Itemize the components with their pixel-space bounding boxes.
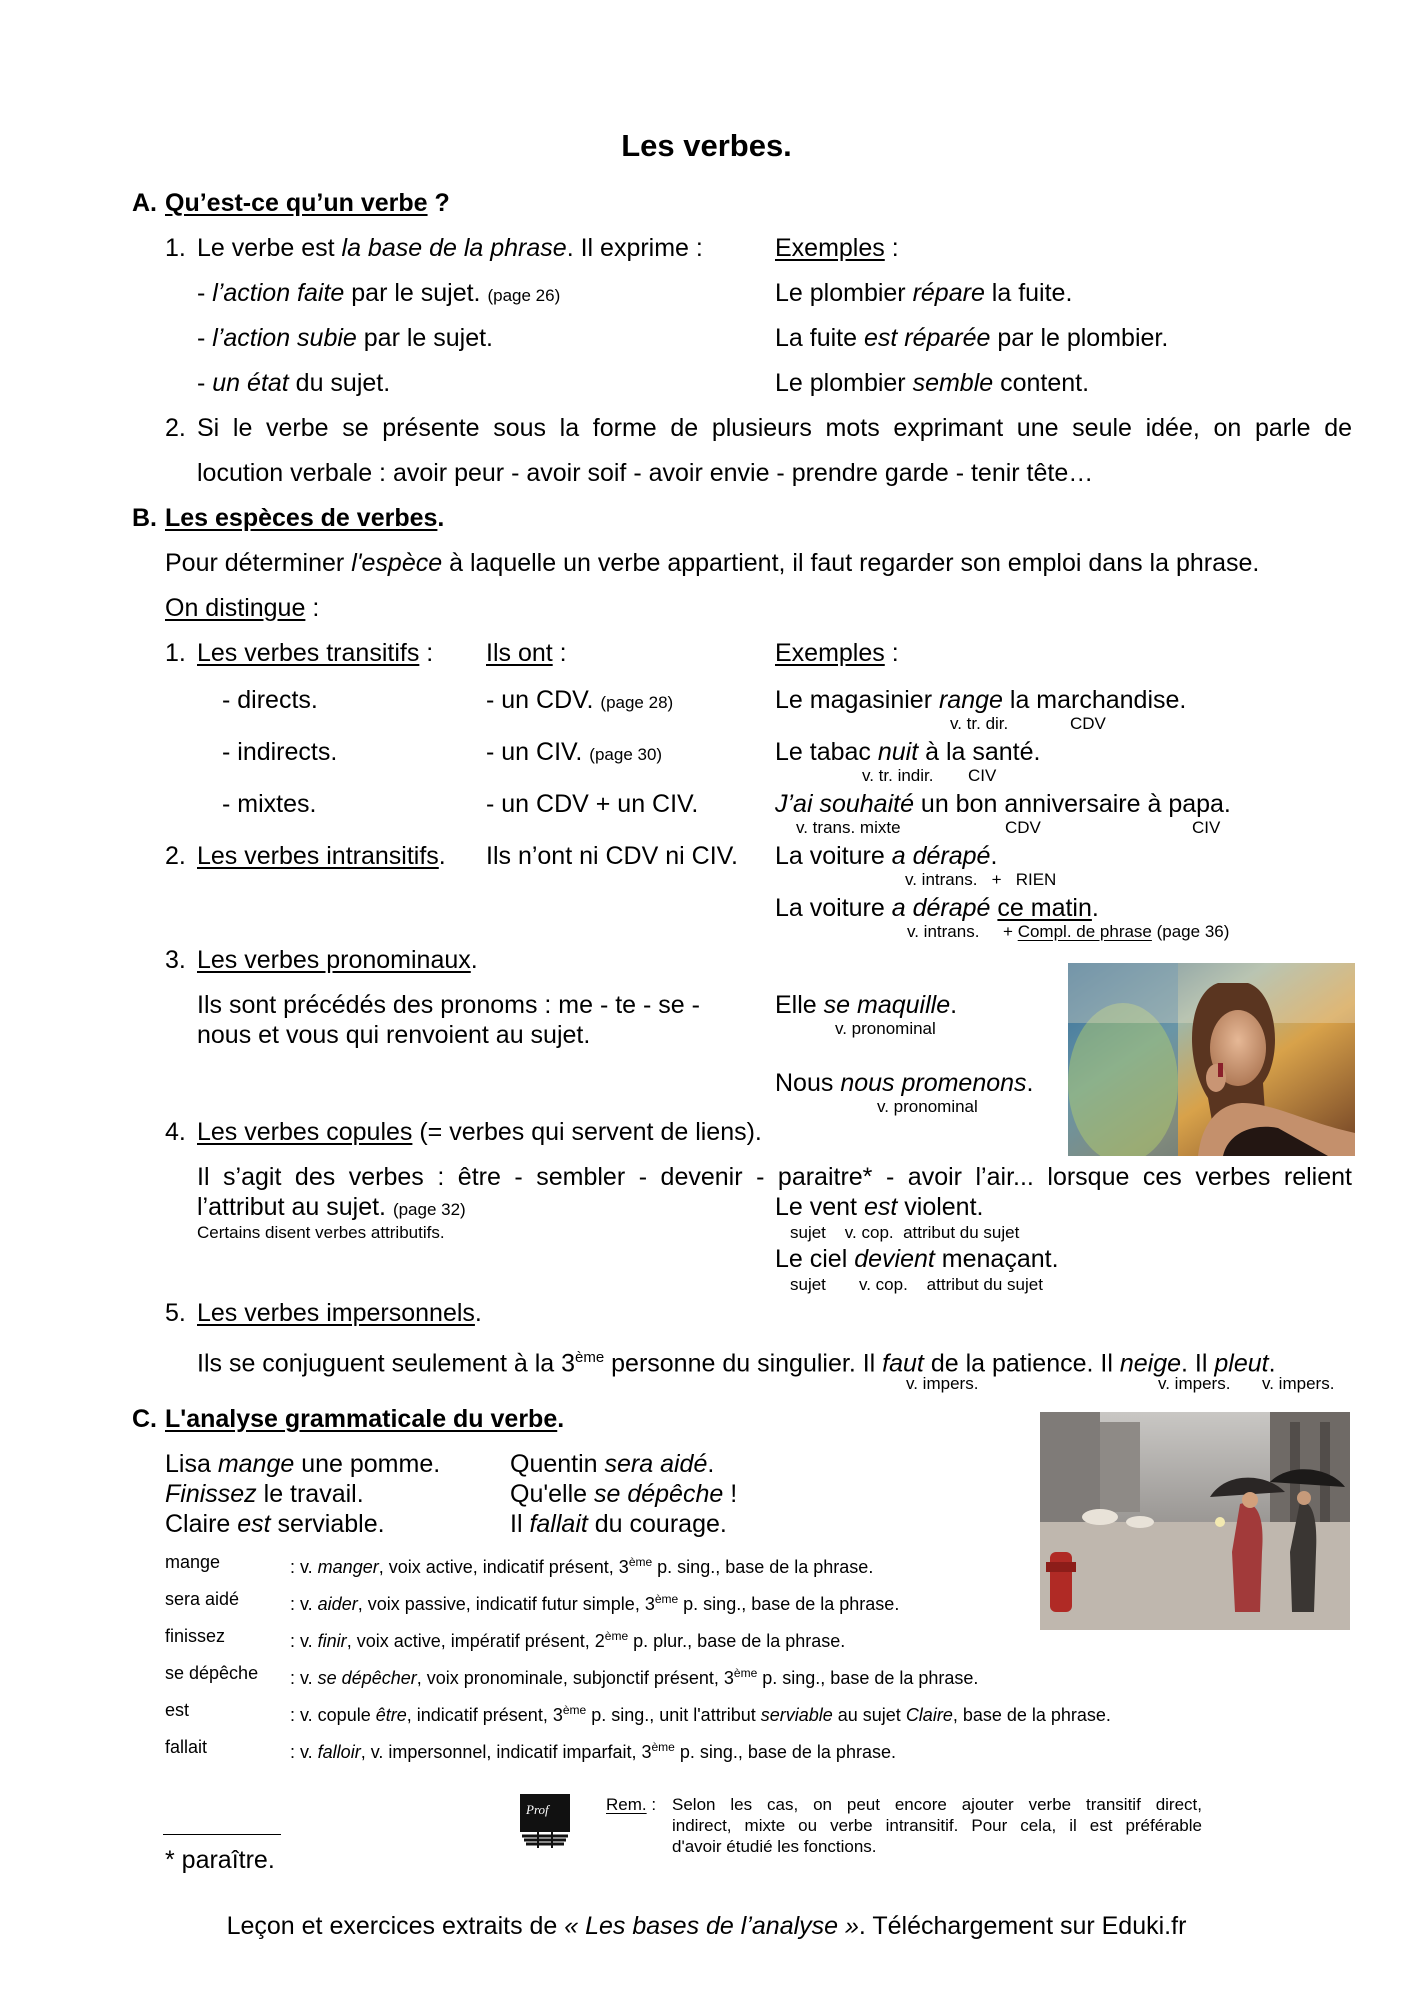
c-row-analysis: : v. copule être, indicatif présent, 3ème p. sing., unit l'attribut serviable au sujet Claire, base de la phrase. [290, 1703, 1111, 1725]
section-c-heading: L'analyse grammaticale du verbe. [165, 1405, 565, 1433]
a-example-2: La fuite est réparée par le plombier. [775, 324, 1169, 352]
b-cop-desc-2: l’attribut au sujet. (page 32) [197, 1193, 466, 1221]
b-intrans-ann-1: v. intrans. + RIEN [905, 870, 1057, 889]
rem-line-1: Selon les cas, on peut encore ajouter verbe transitif direct, [672, 1795, 1202, 1814]
b-examples-label: Exemples : [775, 639, 899, 667]
b-pron-ann-1: v. pronominal [835, 1019, 936, 1038]
b-trans-label: Les verbes transitifs : [197, 639, 434, 667]
b-pron-example-1: Elle se maquille. [775, 991, 958, 1019]
a-example-3: Le plombier semble content. [775, 369, 1090, 397]
b-directs: - directs. [222, 686, 318, 714]
b-intrans-example-1: La voiture a dérapé. [775, 842, 998, 870]
c-sentence-3: Finissez le travail. [165, 1480, 364, 1508]
c-row-analysis: : v. se dépêcher, voix pronominale, subjonctif présent, 3ème p. sing., base de la phrase. [290, 1666, 979, 1688]
b-indirects: - indirects. [222, 738, 338, 766]
c-sentence-6: Il fallait du courage. [510, 1510, 727, 1538]
c-sentence-4: Qu'elle se dépêche ! [510, 1480, 738, 1508]
page-title: Les verbes. [621, 128, 792, 163]
b-pron-ann-2: v. pronominal [877, 1097, 978, 1116]
b-cop-ann-1: sujet v. cop. attribut du sujet [790, 1223, 1020, 1242]
b-ils-ont: Ils ont : [486, 639, 567, 667]
b-mixtes-ann-civ: CIV [1192, 818, 1221, 837]
b-num-5: 5. [165, 1299, 186, 1327]
a-p2-line1: Si le verbe se présente sous la forme de plusieurs mots exprimant une seule idée, on parle de [197, 414, 1352, 442]
a-item-1: - l’action faite par le sujet. (page 26) [197, 279, 561, 307]
b-mixtes: - mixtes. [222, 790, 317, 818]
c-sentence-1: Lisa mange une pomme. [165, 1450, 441, 1478]
section-a-letter: A. [132, 189, 157, 217]
b-indirects-ann-civ: CIV [968, 766, 997, 785]
b-mixtes-example: J’ai souhaité un bon anniversaire à papa. [775, 790, 1231, 818]
rem-line-3: d'avoir étudié les fonctions. [672, 1837, 877, 1856]
b-num-1: 1. [165, 639, 186, 667]
b-imp-ann-1: v. impers. [906, 1374, 979, 1393]
c-row-analysis: : v. aider, voix passive, indicatif futur simple, 3ème p. sing., base de la phrase. [290, 1592, 900, 1614]
b-imp-desc: Ils se conjuguent seulement à la 3ème personne du singulier. Il faut de la patience. Il neige. Il pleut. [197, 1349, 1276, 1378]
a-examples-label: Exemples : [775, 234, 899, 262]
b-intrans-desc: Ils n’ont ni CDV ni CIV. [486, 842, 738, 870]
c-row-analysis: : v. falloir, v. impersonnel, indicatif imparfait, 3ème p. sing., base de la phrase. [290, 1740, 896, 1762]
b-intro: Pour déterminer l'espèce à laquelle un verbe appartient, il faut regarder son emploi dans la phrase. [165, 549, 1260, 577]
footnote-separator [163, 1834, 281, 1835]
b-cop-example-1: Le vent est violent. [775, 1193, 984, 1221]
c-row-verb: se dépêche [165, 1663, 259, 1683]
c-row-analysis: : v. finir, voix active, impératif présent, 2ème p. plur., base de la phrase. [290, 1629, 846, 1651]
c-sentence-2: Quentin sera aidé. [510, 1450, 715, 1478]
b-intrans-label: Les verbes intransitifs. [197, 842, 446, 870]
footer: Leçon et exercices extraits de « Les bases de l’analyse ». Téléchargement sur Eduki.fr [226, 1912, 1187, 1940]
c-row-verb: fallait [165, 1737, 208, 1757]
woman-makeup-photo [1068, 963, 1355, 1156]
b-imp-ann-2: v. impers. [1158, 1374, 1231, 1393]
b-mixtes-obj: - un CDV + un CIV. [486, 790, 699, 818]
b-directs-obj: - un CDV. (page 28) [486, 686, 674, 714]
b-indirects-example: Le tabac nuit à la santé. [775, 738, 1041, 766]
c-sentence-5: Claire est serviable. [165, 1510, 385, 1538]
b-num-4: 4. [165, 1118, 186, 1146]
b-intrans-example-2: La voiture a dérapé ce matin. [775, 894, 1099, 922]
footnote: * paraître. [165, 1846, 275, 1874]
b-pron-desc-1: Ils sont précédés des pronoms : me - te - se - [197, 991, 700, 1019]
svg-text:Prof: Prof [526, 1802, 549, 1817]
b-directs-example: Le magasinier range la marchandise. [775, 686, 1187, 714]
b-cop-label: Les verbes copules (= verbes qui servent de liens). [197, 1118, 762, 1146]
a-example-1: Le plombier répare la fuite. [775, 279, 1073, 307]
b-cop-ann-2: sujet v. cop. attribut du sujet [790, 1275, 1043, 1294]
b-mixtes-ann-cdv: CDV [1005, 818, 1041, 837]
b-cop-note: Certains disent verbes attributifs. [197, 1223, 445, 1242]
c-row-verb: est [165, 1700, 190, 1720]
b-imp-label: Les verbes impersonnels. [197, 1299, 482, 1327]
rem-line-2: indirect, mixte ou verbe intransitif. Pour cela, il est préférable [672, 1816, 1202, 1835]
rainy-street-photo [1040, 1412, 1350, 1630]
b-num-2: 2. [165, 842, 186, 870]
b-pron-label: Les verbes pronominaux. [197, 946, 478, 974]
b-pron-desc-2: nous et vous qui renvoient au sujet. [197, 1021, 591, 1049]
a-p1: Le verbe est la base de la phrase. Il exprime : [197, 234, 703, 262]
section-a-heading: Qu’est-ce qu’un verbe ? [165, 189, 450, 217]
section-b-letter: B. [132, 504, 157, 532]
b-cop-desc-1: Il s’agit des verbes : être - sembler - devenir - paraitre* - avoir l’air... lorsque ces verbes relient [197, 1163, 1352, 1191]
c-row-verb: sera aidé [165, 1589, 240, 1609]
a-item-2: - l’action subie par le sujet. [197, 324, 493, 352]
b-pron-example-2: Nous nous promenons. [775, 1069, 1034, 1097]
a-p2-line2: locution verbale : avoir peur - avoir soif - avoir envie - prendre garde - tenir tête… [197, 459, 1094, 487]
c-row-analysis: : v. manger, voix active, indicatif présent, 3ème p. sing., base de la phrase. [290, 1555, 874, 1577]
section-c-letter: C. [132, 1405, 157, 1433]
b-indirects-ann-verb: v. tr. indir. [862, 766, 934, 785]
prof-icon [518, 1792, 572, 1850]
b-indirects-obj: - un CIV. (page 30) [486, 738, 663, 766]
c-row-verb: mange [165, 1552, 221, 1572]
section-b-heading: Les espèces de verbes. [165, 504, 445, 532]
b-cop-example-2: Le ciel devient menaçant. [775, 1245, 1059, 1273]
b-distinct: On distingue : [165, 594, 320, 622]
b-imp-ann-3: v. impers. [1262, 1374, 1335, 1393]
b-directs-ann-verb: v. tr. dir. [950, 714, 1009, 733]
b-num-3: 3. [165, 946, 186, 974]
a-item-3: - un état du sujet. [197, 369, 391, 397]
c-row-verb: finissez [165, 1626, 226, 1646]
rem-label: Rem. : [606, 1795, 657, 1814]
b-directs-ann-cdv: CDV [1070, 714, 1106, 733]
a-num-1: 1. [165, 234, 186, 262]
b-intrans-ann-2: v. intrans. + Compl. de phrase (page 36) [907, 922, 1230, 941]
b-mixtes-ann-verb: v. trans. mixte [796, 818, 901, 837]
a-num-2: 2. [165, 414, 186, 442]
